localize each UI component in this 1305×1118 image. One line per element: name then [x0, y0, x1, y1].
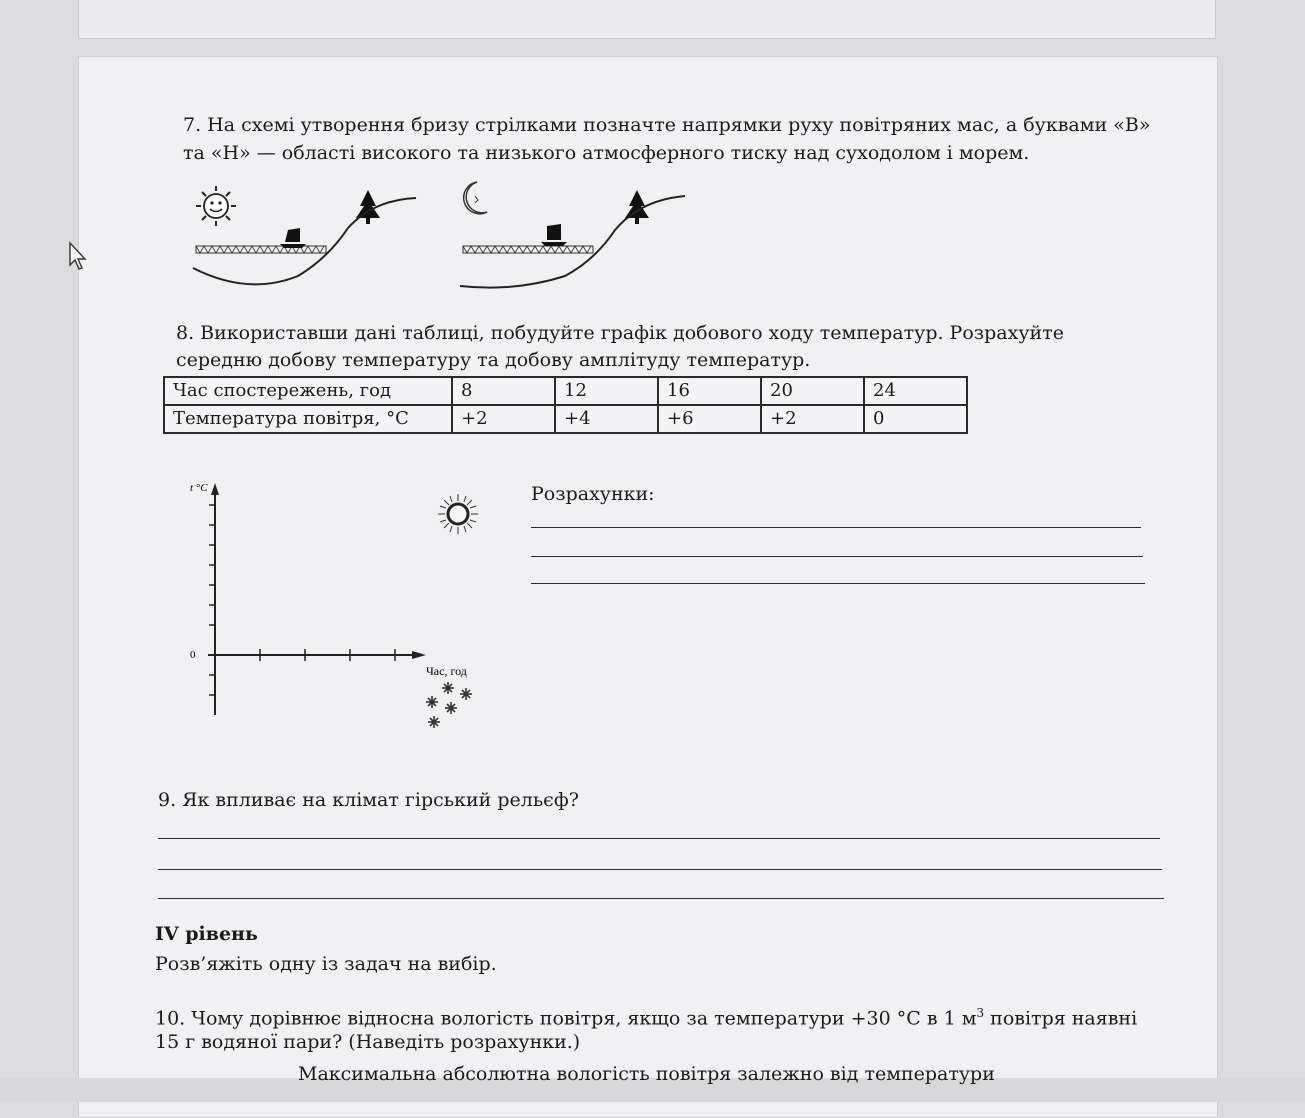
table-cell: 8: [452, 377, 555, 405]
table-cell: 24: [864, 377, 967, 405]
q10-superscript: 3: [976, 1006, 985, 1020]
previous-page-strip: [78, 0, 1216, 39]
answer-line[interactable]: [531, 556, 1143, 557]
table-cell: 12: [555, 377, 658, 405]
x-axis-label: Час, год: [426, 664, 467, 678]
table-cell: 16: [658, 377, 761, 405]
q7-text-line1: 7. На схемі утворення бризу стрілками позначте напрямки руху повітряних мас, а буквами «В»: [183, 114, 1151, 136]
x-axis-arrow: [412, 651, 426, 659]
table-cell: 20: [761, 377, 864, 405]
moon-icon: [464, 182, 487, 214]
q8-text-line2: середню добову температуру та добову амплітуду температур.: [176, 349, 811, 371]
answer-line[interactable]: [531, 527, 1141, 528]
table-row: [164, 377, 967, 405]
level-title: IV рівень: [155, 923, 258, 945]
sun-icon: [434, 490, 482, 538]
coastline: [460, 196, 685, 288]
temperature-table: [163, 376, 968, 434]
table-row: [164, 405, 967, 433]
sea-surface: [196, 246, 326, 253]
y-axis-label: t °C: [190, 482, 208, 494]
q10-text-line2: 15 г водяної пари? (Наведіть розрахунки.): [155, 1031, 581, 1053]
snowflake-icon: [418, 676, 484, 738]
cursor-arrow-icon: [68, 241, 90, 271]
sailboat-icon: [280, 228, 306, 248]
axis-zero-label: 0: [190, 649, 196, 661]
sun-icon: [196, 186, 236, 226]
table-cell: +2: [452, 405, 555, 433]
q9-question: 9. Як впливає на клімат гірський рельєф?: [158, 789, 579, 811]
table-caption: Максимальна абсолютна вологість повітря залежно від температури: [298, 1063, 995, 1085]
q7-text-line2: та «Н» — області високого та низького атмосферного тиску над суходолом і морем.: [183, 142, 1030, 164]
q10-text-part: повітря наявні: [984, 1007, 1138, 1030]
table-cell: +2: [761, 405, 864, 433]
y-axis-arrow: [211, 483, 219, 495]
night-breeze-diagram: [455, 176, 695, 294]
calculations-label: Розрахунки:: [531, 483, 655, 505]
table-cell: +4: [555, 405, 658, 433]
q8-text-line1: 8. Використавши дані таблиці, побудуйте графік добового ходу температур. Розрахуйте: [176, 322, 1064, 344]
level-instruction: Розв’яжіть одну із задач на вибір.: [155, 953, 497, 975]
answer-line[interactable]: [158, 898, 1164, 899]
q10-text-part: 10. Чому дорівнює відносна вологість повітря, якщо за температури +30 °С в 1 м: [155, 1007, 977, 1030]
table-cell: 0: [864, 405, 967, 433]
sea-surface: [463, 246, 593, 253]
table-cell: +6: [658, 405, 761, 433]
table-row-label: Температура повітря, °C: [164, 405, 452, 433]
sailboat-icon: [541, 224, 567, 246]
answer-line[interactable]: [158, 838, 1160, 839]
answer-line[interactable]: [531, 583, 1145, 584]
day-breeze-diagram: [188, 178, 423, 293]
q10-text-line1: [155, 1001, 1137, 1030]
answer-line[interactable]: [158, 869, 1162, 870]
table-row-label: Час спостережень, год: [164, 377, 452, 405]
